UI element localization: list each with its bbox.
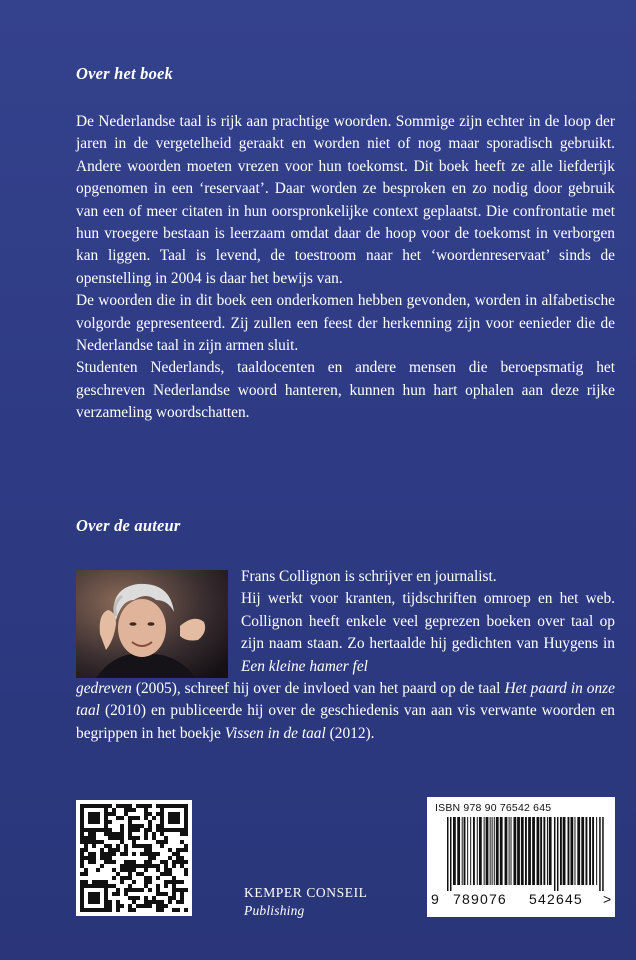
publisher-name: KEMPER CONSEIL xyxy=(244,885,368,900)
book-description xyxy=(76,111,615,425)
book-title-huygens-part1: Een kleine hamer fel xyxy=(241,657,368,675)
book-paragraph-2: De woorden die in dit boek een onderkomen hebben gevonden, worden in alfabetische volgorde gepresenteerd. Zij zullen een feest der herkenning zijn voor eenieder die de Nederlandse taal in zijn armen sluit. xyxy=(76,292,615,355)
isbn-barcode xyxy=(427,797,615,917)
book-title-vissen: Vissen in de taal xyxy=(224,724,326,742)
barcode-bars xyxy=(433,817,609,891)
author-bio-top xyxy=(241,566,615,678)
qr-code xyxy=(76,800,192,916)
ean-left-digits: 789076 xyxy=(453,891,507,907)
ean-right-digits: 542645 xyxy=(529,891,583,907)
author-intro: Frans Collignon is schrijver en journalist. xyxy=(241,568,497,585)
book-paragraph-3: Studenten Nederlands, taaldocenten en andere mensen die beroepsmatig het geschreven Nederlandse woord hanteren, kunnen hun hart ophalen aan deze rijke verzameling woordschatten. xyxy=(76,359,615,422)
isbn-label: ISBN 978 90 76542 645 xyxy=(435,802,552,814)
author-bio-paragraph: Hij werkt voor kranten, tijdschriften omroep en het web. Collignon heeft enkele veel geprezen boeken over taal op zijn naam staan. Zo hertaalde hij gedichten van Huygens in Een kleine hamer fel xyxy=(241,590,615,675)
author-bio-bottom: gedreven (2005), schreef hij over de invloed van het paard op de taal Het paard in onze taal (2010) en publiceerde hij over de geschiedenis van aan vis verwante woorden en begrippen in het boekje Vissen in de taal (2012). xyxy=(76,680,615,742)
author-section-heading: Over de auteur xyxy=(76,516,181,535)
publisher-subtitle: Publishing xyxy=(244,903,305,918)
book-section-heading: Over het boek xyxy=(76,64,173,83)
ean-first-digit: 9 xyxy=(431,891,439,907)
book-title-huygens-part2: gedreven xyxy=(76,680,132,697)
author-photo xyxy=(76,570,228,678)
book-paragraph-1: De Nederlandse taal is rijk aan prachtige woorden. Sommige zijn echter in de loop der jaren in de vergetelheid geraakt en worden niet of nog maar sporadisch gebruikt. Andere woorden moeten vrezen voor hun toekomst. Dit boek heeft ze alle liefderijk opgenomen in een ‘reservaat’. Daar worden ze besproken en zo nodig door gebruik van een of meer citaten in hun oorspronkelijke context geplaatst. Die confrontatie met hun vroegere bestaan is leerzaam omdat daar de hoop voor de toekomst in verborgen kan liggen. Taal is levend, de toestroom naar het ‘woordenreservaat’ sinds de openstelling in 2004 is daar het bewijs van. xyxy=(76,113,615,287)
ean-arrow: > xyxy=(603,891,612,907)
publisher-imprint xyxy=(244,884,368,920)
book-title-paard-part1: Het xyxy=(504,680,527,697)
book-title-paard-part2: paard in onze taal xyxy=(76,680,615,720)
